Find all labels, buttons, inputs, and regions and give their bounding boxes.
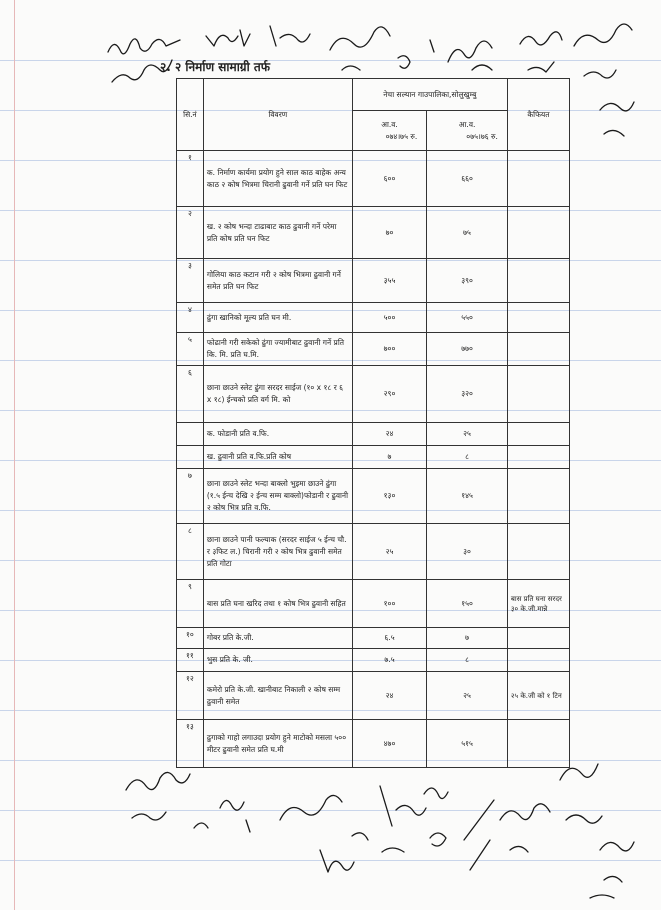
ruled-line [0, 810, 661, 811]
row-rate-year-1: ६०० [352, 151, 426, 207]
row-serial: १२ [177, 672, 204, 720]
row-rate-year-2: ८ [427, 446, 508, 469]
rate-table [176, 78, 570, 768]
row-description: छाना छाउने पानी फल्याक (सरदर साईज ५ ईन्च चौ. र ३फिट ल.) चिरानी गरी २ कोष भित्र ढुवानी समेत प्रति गोटा [203, 524, 352, 580]
row-remarks [507, 423, 569, 446]
row-rate-year-2: ३९० [427, 259, 508, 303]
row-rate-year-1: ७०० [352, 333, 426, 366]
row-rate-year-1: ७० [352, 207, 426, 259]
row-description: ख. ढुवानी प्रति व.फि.प्रति कोष [203, 446, 352, 469]
row-remarks [507, 207, 569, 259]
row-rate-year-2: ३२० [427, 366, 508, 423]
header-year-1 [352, 111, 426, 151]
row-rate-year-1: २४ [352, 672, 426, 720]
section-heading: २. २ निर्माण सामाग्री तर्फ [160, 60, 270, 74]
header-year-2-value: ०७५।७६ रु. [466, 131, 498, 141]
header-year-1-label: आ.व. [381, 119, 398, 129]
row-remarks [507, 259, 569, 303]
header-remarks: कैफियत [507, 79, 569, 151]
row-description: क. निर्माण कार्यमा प्रयोग हुने साल काठ बाहेक अन्य काठ २ कोष भित्रमा चिरानी ढुवानी गर्ने प्रति घन फिट [203, 151, 352, 207]
row-remarks [507, 366, 569, 423]
row-rate-year-1: २४ [352, 423, 426, 446]
row-rate-year-1: ३५५ [352, 259, 426, 303]
table-row [177, 628, 570, 649]
row-rate-year-1: ७ [352, 446, 426, 469]
row-description: कमेरो प्रति के.जी. खानीबाट निकाली २ कोष सम्म ढुवानी समेत [203, 672, 352, 720]
row-rate-year-2: ५१५ [427, 720, 508, 768]
row-remarks [507, 333, 569, 366]
row-rate-year-2: २५ [427, 423, 508, 446]
row-serial: ४ [177, 303, 204, 333]
row-rate-year-2: १४५ [427, 469, 508, 524]
row-rate-year-1: ५०० [352, 303, 426, 333]
margin-line [14, 0, 15, 910]
row-serial: ६ [177, 366, 204, 423]
row-rate-year-1: ६.५ [352, 628, 426, 649]
header-description: विवरण [203, 79, 352, 151]
row-remarks [507, 446, 569, 469]
row-description: छाना छाउने स्लेट भन्दा बाक्लो भुइमा छाउने ढुंगा (१.५ ईन्च देखि २ ईन्च सम्म बाक्लो)फोडानी र ढुवानी २ कोष भित्र प्रति व.फि. [203, 469, 352, 524]
row-description: फोढानी गरी सकेको ढुंगा ज्यामीबाट ढुवानी गर्ने प्रति कि. मि. प्रति घ.मि. [203, 333, 352, 366]
row-remarks [507, 469, 569, 524]
row-description: ढुगाको गाहो लगाउदा प्रयोग हुने माटोको मसला ५०० मीटर ढुवानी समेत प्रति घ.मी [203, 720, 352, 768]
row-description: गोबर प्रति के.जी. [203, 628, 352, 649]
row-rate-year-1: ४७० [352, 720, 426, 768]
row-remarks [507, 720, 569, 768]
table-row [177, 720, 570, 768]
row-serial: ११ [177, 649, 204, 672]
row-remarks: २५ के.जी को १ टिन [507, 672, 569, 720]
row-rate-year-2: ७७० [427, 333, 508, 366]
table-row [177, 423, 570, 446]
ruled-line [0, 60, 661, 61]
row-description: क. फोडानी प्रति व.फि. [203, 423, 352, 446]
table-row [177, 469, 570, 524]
row-rate-year-2: ७ [427, 628, 508, 649]
table-row [177, 446, 570, 469]
row-rate-year-1: १०० [352, 580, 426, 628]
row-description: गोलिया काठ कटान गरी २ कोष भित्रमा ढुवानी गर्ने समेत प्रति घन फिट [203, 259, 352, 303]
table-row [177, 151, 570, 207]
row-description: बास प्रति घना खरिद तथा १ कोष भित्र ढुवानी सहित [203, 580, 352, 628]
row-rate-year-1: २५ [352, 524, 426, 580]
table-row [177, 333, 570, 366]
row-serial: १० [177, 628, 204, 649]
row-serial: ५ [177, 333, 204, 366]
header-year-1-value: ०७४।७५ रु. [385, 131, 418, 141]
row-serial: ९ [177, 580, 204, 628]
row-remarks [507, 524, 569, 580]
header-serial: सि.नं [177, 79, 204, 151]
table-row [177, 303, 570, 333]
row-remarks: बास प्रति घना सरदर ३० के.जी.मान्ने [507, 580, 569, 628]
row-serial: १३ [177, 720, 204, 768]
header-year-2-label: आ.व. [458, 119, 476, 129]
row-rate-year-1: २९० [352, 366, 426, 423]
table-row [177, 580, 570, 628]
table-row [177, 366, 570, 423]
row-remarks [507, 151, 569, 207]
row-remarks [507, 649, 569, 672]
row-description: छाना छाउने स्लेट ढुंगा सरदर साईज (१० x १८ र ६ x १८) ईन्चको प्रति वर्ग मि. को [203, 366, 352, 423]
row-rate-year-2: ५५० [427, 303, 508, 333]
table-row [177, 524, 570, 580]
row-rate-year-1: ७.५ [352, 649, 426, 672]
row-remarks [507, 303, 569, 333]
row-rate-year-2: १५० [427, 580, 508, 628]
ruled-line [0, 860, 661, 861]
row-serial: ३ [177, 259, 204, 303]
row-rate-year-2: २५ [427, 672, 508, 720]
row-serial [177, 423, 204, 446]
row-description: ढुंगा खानिको मूल्य प्रति घन मी. [203, 303, 352, 333]
row-serial: १ [177, 151, 204, 207]
row-rate-year-2: ६६० [427, 151, 508, 207]
row-remarks [507, 628, 569, 649]
table-row [177, 649, 570, 672]
row-rate-year-2: ३० [427, 524, 508, 580]
row-serial: २ [177, 207, 204, 259]
table-row [177, 672, 570, 720]
row-description: ख. २ कोष भन्दा टाढाबाट काठ ढुवानी गर्ने परेमा प्रति कोष प्रति घन फिट [203, 207, 352, 259]
row-serial: ८ [177, 524, 204, 580]
row-description: भुस प्रति के. जी. [203, 649, 352, 672]
table-row [177, 207, 570, 259]
header-year-2 [427, 111, 508, 151]
row-rate-year-1: १३० [352, 469, 426, 524]
row-rate-year-2: ७५ [427, 207, 508, 259]
row-serial: ७ [177, 469, 204, 524]
row-rate-year-2: ८ [427, 649, 508, 672]
row-serial [177, 446, 204, 469]
table-row [177, 259, 570, 303]
header-rate-group: नेचा सल्यान गाउपालिका,सोलुखुम्बु [352, 79, 507, 111]
